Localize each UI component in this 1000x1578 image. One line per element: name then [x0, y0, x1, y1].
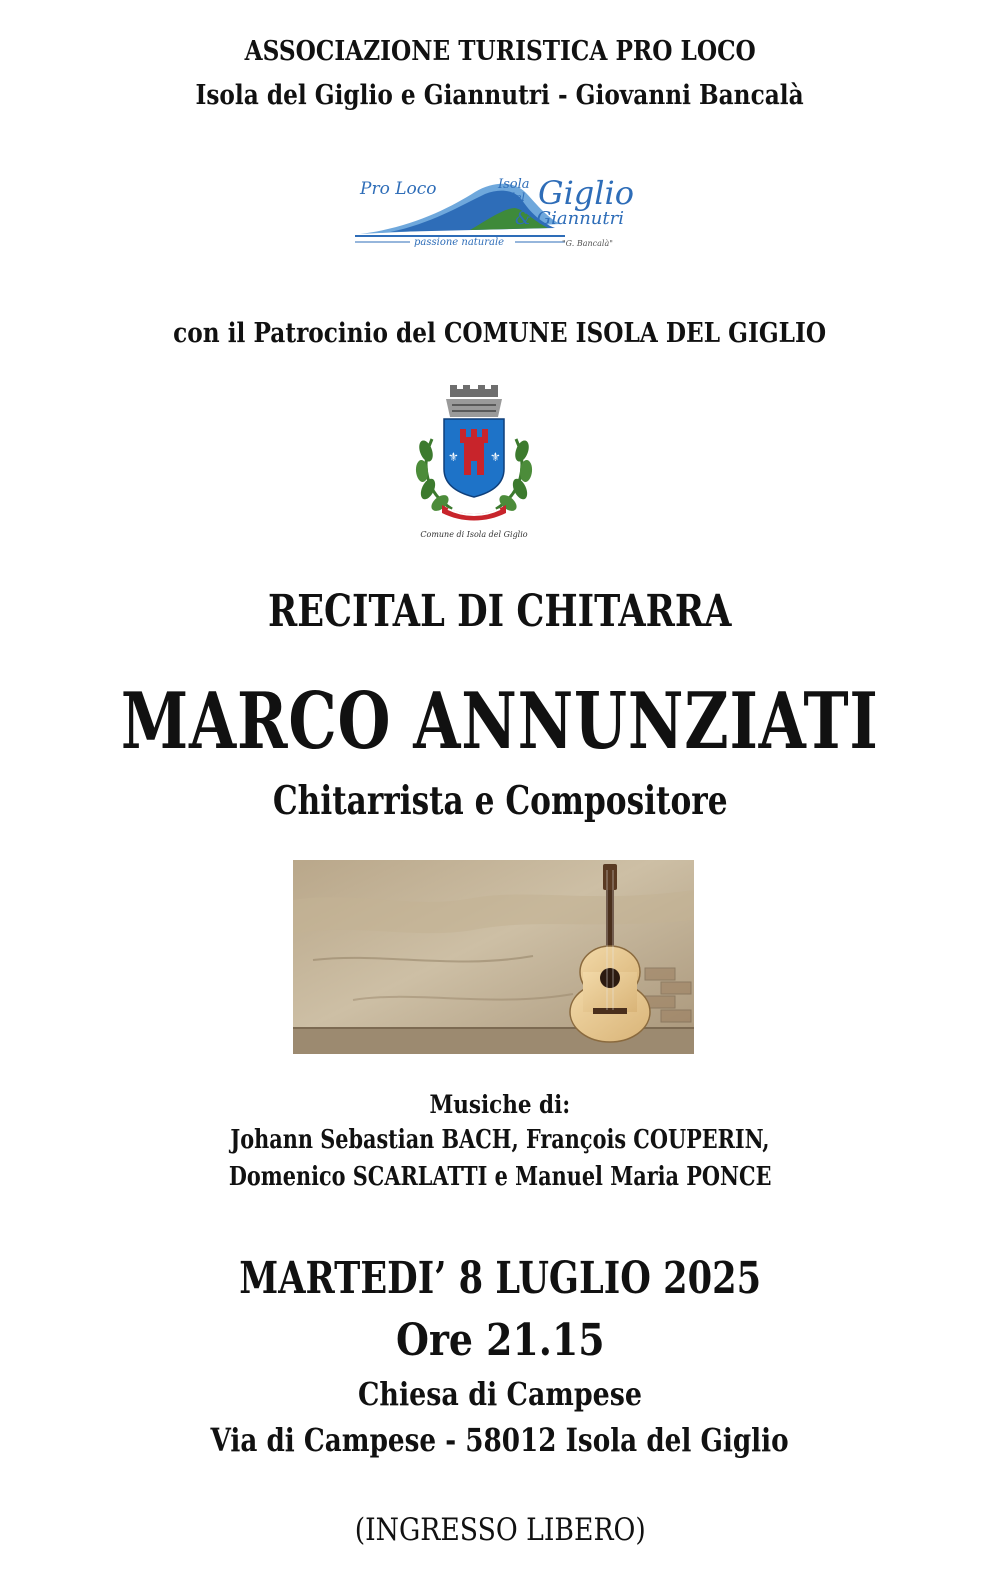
- artist-role: Chitarrista e Compositore: [272, 778, 728, 824]
- logo-signature-text: "G. Bancalà": [562, 239, 613, 248]
- logo-giannutri-text: & Giannutri: [515, 208, 624, 229]
- event-venue: Chiesa di Campese: [358, 1375, 642, 1413]
- svg-text:⚜: ⚜: [490, 450, 501, 464]
- patronage-line: con il Patrocinio del COMUNE ISOLA DEL GIGLIO: [173, 318, 827, 349]
- event-address: Via di Campese - 58012 Isola del Giglio: [210, 1421, 790, 1459]
- program-heading: Musiche di:: [429, 1090, 571, 1119]
- comune-crest: [412, 385, 536, 543]
- logo-pro-loco-text: Pro Loco: [360, 179, 437, 199]
- guitar-photo: [293, 860, 694, 1054]
- composers-line-2: Domenico SCARLATTI e Manuel Maria PONCE: [228, 1162, 772, 1192]
- organizer-line-2: Isola del Giglio e Giannutri - Giovanni Bancalà: [195, 80, 805, 111]
- logo-giglio-text: Giglio: [538, 174, 635, 212]
- logo-isola-text: Isola: [498, 177, 530, 192]
- composers-line-1: Johann Sebastian BACH, François COUPERIN,: [230, 1125, 770, 1155]
- event-date: MARTEDI’ 8 LUGLIO 2025: [239, 1253, 761, 1304]
- artist-name: MARCO ANNUNZIATI: [121, 676, 879, 767]
- crest-caption: Comune di Isola del Giglio: [420, 530, 528, 539]
- event-time: Ore 21.15: [395, 1315, 605, 1366]
- organizer-line-1: ASSOCIAZIONE TURISTICA PRO LOCO: [244, 36, 756, 67]
- logo-tagline-text: passione naturale: [414, 237, 505, 248]
- logo-del-text: del: [508, 191, 526, 204]
- event-heading: RECITAL DI CHITARRA: [268, 586, 732, 637]
- pro-loco-logo: [350, 168, 640, 250]
- svg-text:⚜: ⚜: [448, 450, 459, 464]
- entry-note: (INGRESSO LIBERO): [354, 1512, 646, 1548]
